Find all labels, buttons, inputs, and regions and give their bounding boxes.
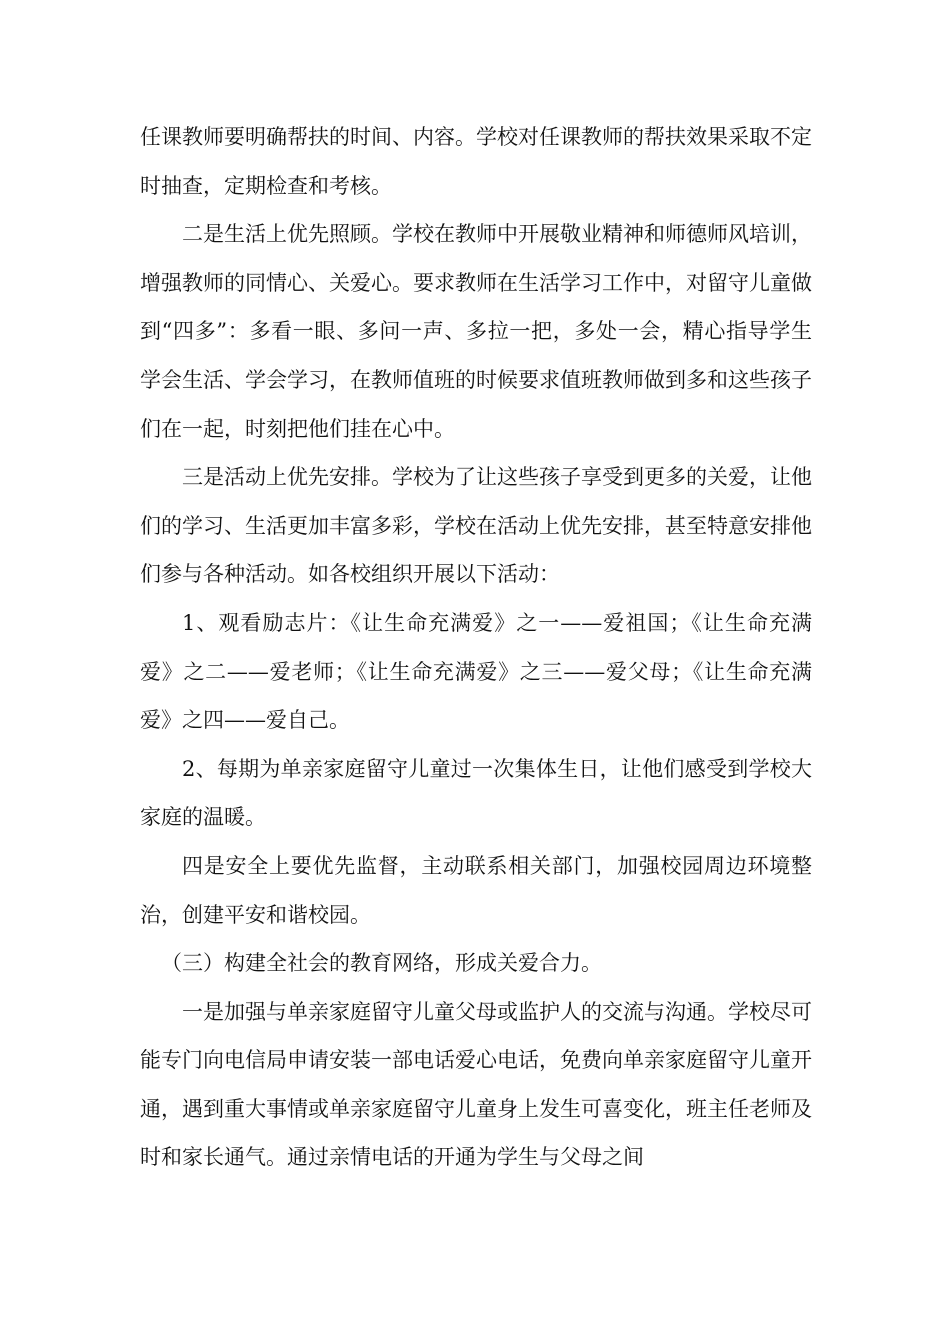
paragraph-safety: 四是安全上要优先监督，主动联系相关部门，加强校园周边环境整治，创建平安和谐校园。	[140, 853, 812, 927]
paragraph-activity-2: 2、每期为单亲家庭留守儿童过一次集体生日，让他们感受到学校大家庭的温暖。	[140, 756, 812, 830]
paragraph-activity-1: 1、观看励志片：《让生命充满爱》之一——爱祖国；《让生命充满爱》之二——爱老师；《让生命充满爱》之三——爱父母；《让生命充满爱》之四——爱自己。	[140, 610, 812, 733]
paragraph-activities: 三是活动上优先安排。学校为了让这些孩子享受到更多的关爱，让他们的学习、生活更加丰富多彩，学校在活动上优先安排，甚至特意安排他们参与各种活动。如各校组织开展以下活动：	[140, 465, 812, 587]
paragraph-continuation: 任课教师要明确帮扶的时间、内容。学校对任课教师的帮扶效果采取不定时抽查，定期检查和考核。	[140, 125, 812, 198]
document-page	[140, 113, 812, 1182]
paragraph-communication: 一是加强与单亲家庭留守儿童父母或监护人的交流与沟通。学校尽可能专门向电信局申请安装一部电话爱心电话，免费向单亲家庭留守儿童开通，遇到重大事情或单亲家庭留守儿童身上发生可喜变化，班主任老师及时和家长通气。通过亲情电话的开通为学生与父母之间	[140, 999, 812, 1170]
paragraph-life-care: 二是生活上优先照顾。学校在教师中开展敬业精神和师德师风培训，增强教师的同情心、关爱心。要求教师在生活学习工作中，对留守儿童做到“四多”：多看一眼、多问一声、多拉一把，多处一会，精心指导学生学会生活、学会学习，在教师值班的时候要求值班教师做到多和这些孩子们在一起，时刻把他们挂在心中。	[140, 222, 812, 441]
section-heading: （三）构建全社会的教育网络，形成关爱合力。	[161, 951, 602, 976]
